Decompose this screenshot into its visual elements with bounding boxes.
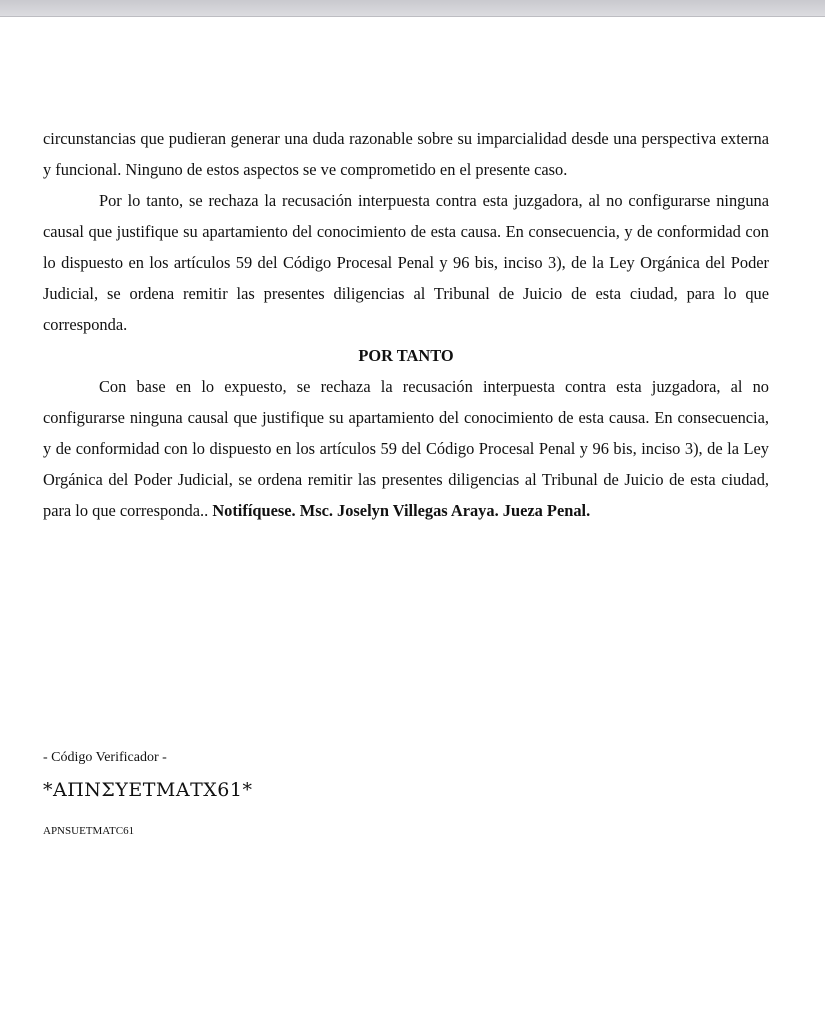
signature-text: Notifíquese. Msc. Joselyn Villegas Araya. Jueza Penal. (212, 501, 591, 520)
verification-code-plain: APNSUETMATC61 (43, 825, 135, 837)
document-body (43, 123, 769, 526)
verification-code-encoded: *ΑΠΝΣΥΕΤΜΑΤΧ61* (43, 779, 253, 801)
resolution-text: Con base en lo expuesto, se rechaza la recusación interpuesta contra esta juzgadora, al no configurarse ninguna causal que justifique su apartamiento del conocimiento de esta causa. En consecuencia, y de conformidad con lo dispuesto en los artículos 59 del Código Procesal Penal y 96 bis, inciso 3), de la Ley Orgánica del Poder Judicial, se ordena remitir las presentes diligencias al Tribunal de Juicio de esta ciudad, para lo que corresponda.. (43, 377, 769, 520)
section-heading: POR TANTO (358, 346, 454, 365)
verification-label: - Código Verificador - (43, 750, 167, 765)
viewer-top-bar (0, 0, 825, 17)
paragraph-resolution (43, 371, 769, 526)
paragraph-rejection: Por lo tanto, se rechaza la recusación interpuesta contra esta juzgadora, al no configurarse ninguna causal que justifique su apartamiento del conocimiento de esta causa. En consecuencia, y de conformidad con lo dispuesto en los artículos 59 del Código Procesal Penal y 96 bis, inciso 3), de la Ley Orgánica del Poder Judicial, se ordena remitir las presentes diligencias al Tribunal de Juicio de esta ciudad, para lo que corresponda. (43, 191, 769, 334)
paragraph-continuation: circunstancias que pudieran generar una duda razonable sobre su imparcialidad desde una perspectiva externa y funcional. Ninguno de estos aspectos se ve comprometido en el presente caso. (43, 129, 769, 179)
